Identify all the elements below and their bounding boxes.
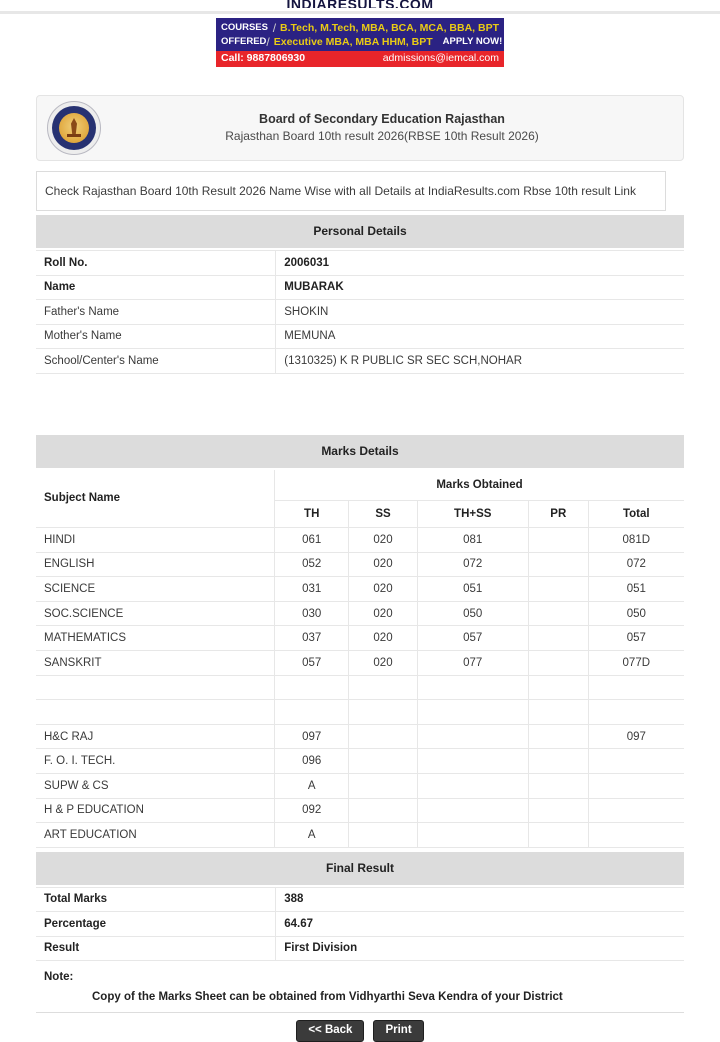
table-row xyxy=(36,251,684,276)
total-marks xyxy=(588,773,684,798)
th-marks: 031 xyxy=(274,577,349,602)
pr-marks xyxy=(528,650,588,675)
thss-marks xyxy=(417,798,528,823)
pr-marks xyxy=(528,675,588,700)
percentage-value: 64.67 xyxy=(276,912,684,937)
subject-name xyxy=(36,675,274,700)
ad-courses-label-line2: OFFERED xyxy=(221,36,267,47)
table-row xyxy=(36,773,684,798)
total-marks: 072 xyxy=(588,552,684,577)
thss-marks: 051 xyxy=(417,577,528,602)
mother-name-value: MEMUNA xyxy=(276,324,684,349)
pr-column-header: PR xyxy=(528,501,588,528)
ss-marks xyxy=(349,798,417,823)
ss-marks: 020 xyxy=(349,552,417,577)
table-row xyxy=(36,823,684,848)
thss-marks xyxy=(417,700,528,725)
table-row xyxy=(36,798,684,823)
table-row xyxy=(36,724,684,749)
mother-name-label: Mother's Name xyxy=(36,324,276,349)
thss-marks xyxy=(417,773,528,798)
table-row xyxy=(36,912,684,937)
subject-name: ENGLISH xyxy=(36,552,274,577)
ss-marks: 020 xyxy=(349,577,417,602)
father-name-label: Father's Name xyxy=(36,300,276,325)
ss-marks: 020 xyxy=(349,626,417,651)
table-row xyxy=(36,936,684,961)
thss-marks: 057 xyxy=(417,626,528,651)
final-result-header: Final Result xyxy=(36,852,684,885)
total-marks xyxy=(588,700,684,725)
ss-marks: 020 xyxy=(349,528,417,553)
ss-marks xyxy=(349,823,417,848)
total-column-header: Total xyxy=(588,501,684,528)
table-row xyxy=(36,470,684,501)
total-marks: 051 xyxy=(588,577,684,602)
ad-email-address[interactable]: admissions@iemcal.com xyxy=(382,52,499,64)
total-marks xyxy=(588,749,684,774)
total-marks: 077D xyxy=(588,650,684,675)
th-marks: 030 xyxy=(274,601,349,626)
subject-name: SANSKRIT xyxy=(36,650,274,675)
final-result-table xyxy=(36,887,684,962)
pr-marks xyxy=(528,528,588,553)
subject-name xyxy=(36,700,274,725)
pr-marks xyxy=(528,773,588,798)
slash-divider: / xyxy=(272,21,277,35)
thss-marks: 072 xyxy=(417,552,528,577)
th-marks: 061 xyxy=(274,528,349,553)
marks-table xyxy=(36,470,684,848)
th-marks: A xyxy=(274,823,349,848)
subject-name: H&C RAJ xyxy=(36,724,274,749)
ad-banner-red-strip xyxy=(216,51,504,67)
thss-marks xyxy=(417,823,528,848)
subject-name: SUPW & CS xyxy=(36,773,274,798)
th-column-header: TH xyxy=(274,501,349,528)
table-row xyxy=(36,650,684,675)
subject-name: ART EDUCATION xyxy=(36,823,274,848)
percentage-label: Percentage xyxy=(36,912,276,937)
table-row xyxy=(36,749,684,774)
thss-marks: 050 xyxy=(417,601,528,626)
result-value: First Division xyxy=(276,936,684,961)
subject-name-header: Subject Name xyxy=(36,470,274,528)
ss-marks xyxy=(349,675,417,700)
th-marks: A xyxy=(274,773,349,798)
table-row xyxy=(36,552,684,577)
note-text: Copy of the Marks Sheet can be obtained from Vidhyarthi Seva Kendra of your District xyxy=(92,991,563,1004)
board-seal-icon xyxy=(47,101,101,155)
th-marks: 037 xyxy=(274,626,349,651)
top-brand-strip xyxy=(0,0,720,8)
ad-phone-number[interactable]: Call: 9887806930 xyxy=(221,52,306,64)
table-row xyxy=(36,349,684,374)
top-divider xyxy=(0,11,720,14)
thss-marks: 081 xyxy=(417,528,528,553)
indiaresults-logo-text: INDIARESULTS.COM xyxy=(286,0,434,8)
result-label: Result xyxy=(36,936,276,961)
check-result-link[interactable]: Check Rajasthan Board 10th Result 2026 Name Wise with all Details at IndiaResults.com Rbse 10th result Link xyxy=(36,171,666,211)
total-marks-value: 388 xyxy=(276,887,684,912)
pr-marks xyxy=(528,601,588,626)
empty-spacer xyxy=(36,374,684,431)
th-marks: 096 xyxy=(274,749,349,774)
ss-marks xyxy=(349,724,417,749)
pr-marks xyxy=(528,823,588,848)
pr-marks xyxy=(528,577,588,602)
note-label: Note: xyxy=(44,971,74,984)
ad-course-list-line1: B.Tech, M.Tech, MBA, BCA, MCA, BBA, BPT xyxy=(280,22,499,34)
th-marks xyxy=(274,700,349,725)
ss-marks xyxy=(349,749,417,774)
table-row xyxy=(36,577,684,602)
table-row xyxy=(36,528,684,553)
table-row xyxy=(36,626,684,651)
total-marks: 057 xyxy=(588,626,684,651)
ss-marks: 020 xyxy=(349,650,417,675)
back-button[interactable]: << Back xyxy=(296,1020,364,1042)
school-name-value: (1310325) K R PUBLIC SR SEC SCH,NOHAR xyxy=(276,349,684,374)
pr-marks xyxy=(528,798,588,823)
school-name-label: School/Center's Name xyxy=(36,349,276,374)
table-row xyxy=(36,601,684,626)
total-marks-label: Total Marks xyxy=(36,887,276,912)
marks-obtained-header: Marks Obtained xyxy=(274,470,684,501)
table-row xyxy=(36,675,684,700)
ad-banner-blue-area xyxy=(216,18,504,51)
th-marks: 057 xyxy=(274,650,349,675)
table-row xyxy=(36,275,684,300)
ss-column-header: SS xyxy=(349,501,417,528)
father-name-value: SHOKIN xyxy=(276,300,684,325)
slash-divider: / xyxy=(266,35,270,49)
thss-column-header: TH+SS xyxy=(417,501,528,528)
pr-marks xyxy=(528,700,588,725)
thss-marks xyxy=(417,724,528,749)
print-button[interactable]: Print xyxy=(373,1020,423,1042)
ad-banner[interactable] xyxy=(216,18,504,67)
subject-name: HINDI xyxy=(36,528,274,553)
total-marks xyxy=(588,675,684,700)
pr-marks xyxy=(528,552,588,577)
th-marks: 052 xyxy=(274,552,349,577)
thss-marks xyxy=(417,749,528,774)
thss-marks xyxy=(417,675,528,700)
table-row xyxy=(36,300,684,325)
subject-name: SOC.SCIENCE xyxy=(36,601,274,626)
name-value: MUBARAK xyxy=(276,275,684,300)
ss-marks xyxy=(349,700,417,725)
result-subtitle: Rajasthan Board 10th result 2026(RBSE 10th Result 2026) xyxy=(225,129,539,143)
subject-name: MATHEMATICS xyxy=(36,626,274,651)
th-marks: 097 xyxy=(274,724,349,749)
table-row xyxy=(36,324,684,349)
ss-marks: 020 xyxy=(349,601,417,626)
subject-name: H & P EDUCATION xyxy=(36,798,274,823)
personal-details-header: Personal Details xyxy=(36,215,684,248)
table-row xyxy=(36,887,684,912)
pr-marks xyxy=(528,724,588,749)
total-marks xyxy=(588,823,684,848)
subject-name: SCIENCE xyxy=(36,577,274,602)
thss-marks: 077 xyxy=(417,650,528,675)
result-page-content xyxy=(36,95,684,1042)
board-title: Board of Secondary Education Rajasthan xyxy=(259,112,505,126)
footer-button-bar xyxy=(36,1020,684,1042)
marks-details-header: Marks Details xyxy=(36,435,684,468)
personal-details-table xyxy=(36,250,684,374)
subject-name: F. O. I. TECH. xyxy=(36,749,274,774)
pr-marks xyxy=(528,626,588,651)
ad-courses-label-line1: COURSES xyxy=(221,22,268,33)
total-marks: 081D xyxy=(588,528,684,553)
total-marks: 097 xyxy=(588,724,684,749)
board-header-card xyxy=(36,95,684,161)
table-row xyxy=(36,700,684,725)
name-label: Name xyxy=(36,275,276,300)
total-marks: 050 xyxy=(588,601,684,626)
total-marks xyxy=(588,798,684,823)
th-marks xyxy=(274,675,349,700)
th-marks: 092 xyxy=(274,798,349,823)
ad-course-list-line2: Executive MBA, MBA HHM, BPT xyxy=(273,36,433,48)
roll-no-value: 2006031 xyxy=(276,251,684,276)
ss-marks xyxy=(349,773,417,798)
roll-no-label: Roll No. xyxy=(36,251,276,276)
pr-marks xyxy=(528,749,588,774)
note-section xyxy=(36,961,684,1013)
apply-now-label[interactable]: APPLY NOW! xyxy=(442,36,503,47)
